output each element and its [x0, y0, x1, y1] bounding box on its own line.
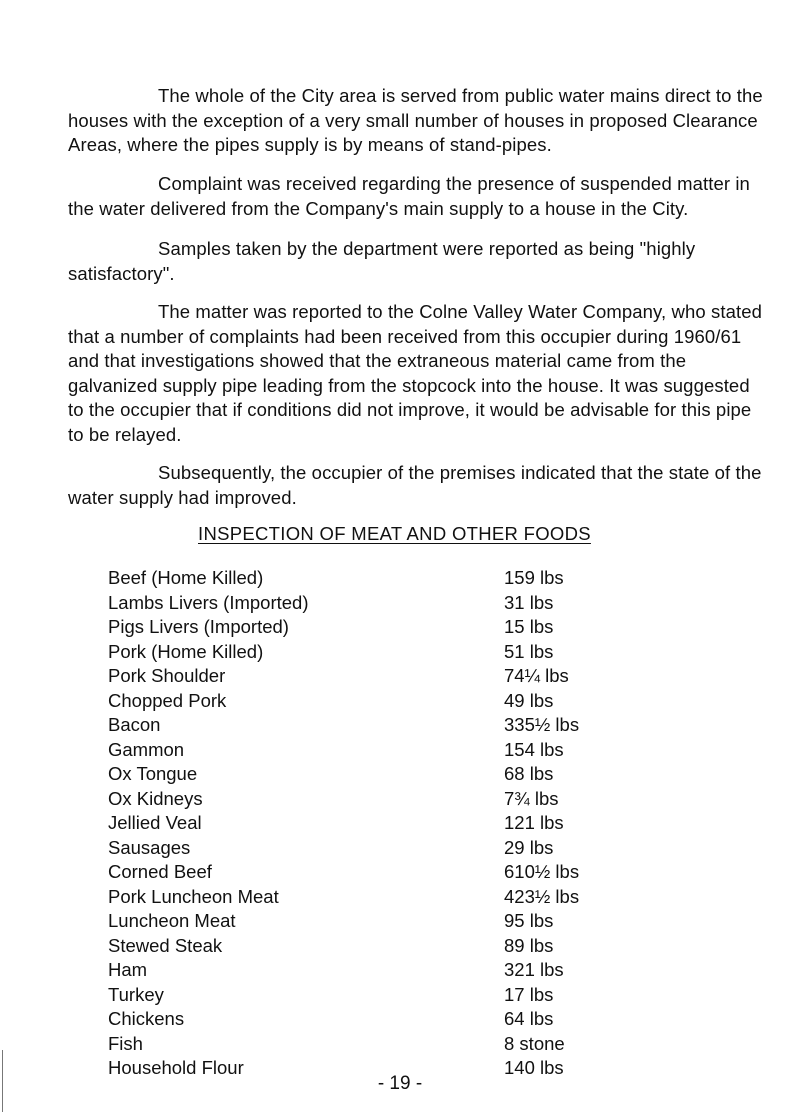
food-item-name: Chopped Pork: [108, 689, 227, 711]
paragraph-complaint: Complaint was received regarding the presence of suspended matter in the water delivered from the Company's main supply to a house in the City.: [68, 173, 750, 219]
food-item-quantity: 610½ lbs: [504, 861, 580, 882]
table-row: [108, 1032, 628, 1057]
food-item-name: Ham: [108, 959, 148, 980]
table-row: [108, 762, 628, 787]
food-item-quantity: 51 lbs: [504, 640, 554, 662]
food-item-quantity: 8 stone: [504, 1032, 565, 1054]
food-item-name: Lambs Livers (Imported): [108, 591, 309, 613]
table-row: [108, 591, 628, 616]
table-row: [108, 640, 628, 665]
paragraph-water-mains: The whole of the City area is served from public water mains direct to the houses with the exception of a very small number of houses in proposed Clearance Areas, where the pipes supply is by means of stand-pipes.: [68, 85, 763, 155]
food-item-name: Turkey: [108, 983, 164, 1005]
food-item-name: Ox Kidneys: [108, 787, 203, 809]
food-item-name: Pork Shoulder: [108, 665, 226, 686]
food-item-name: Ox Tongue: [108, 763, 198, 784]
food-item-name: Fish: [108, 1032, 143, 1054]
food-item-quantity: 95 lbs: [504, 910, 554, 931]
food-item-quantity: 335½ lbs: [504, 714, 580, 735]
food-item-quantity: 140 lbs: [504, 1057, 564, 1078]
food-item-name: Pork (Home Killed): [108, 640, 264, 662]
food-item-name: Jellied Veal: [108, 812, 202, 833]
table-row: [108, 713, 628, 738]
table-row: [108, 909, 628, 934]
table-row: [108, 983, 628, 1008]
food-item-quantity: 121 lbs: [504, 812, 564, 833]
table-row: [108, 836, 628, 861]
table-row: [108, 664, 628, 689]
paragraph-subsequently: Subsequently, the occupier of the premises indicated that the state of the water supply had improved.: [68, 462, 762, 508]
table-row: [108, 860, 628, 885]
food-item-name: Luncheon Meat: [108, 910, 236, 931]
page-number: - 19 -: [377, 1073, 423, 1094]
table-row: [108, 934, 628, 959]
food-item-name: Household Flour: [108, 1057, 244, 1078]
scan-edge-mark: [2, 1050, 3, 1112]
food-item-quantity: 154 lbs: [504, 738, 564, 760]
table-row: [108, 787, 628, 812]
food-item-name: Stewed Steak: [108, 934, 223, 956]
table-row: [108, 566, 628, 591]
food-item-name: Pork Luncheon Meat: [108, 885, 279, 907]
paragraph-colne-valley: The matter was reported to the Colne Valley Water Company, who stated that a number of complaints had been received from this occupier during 1960/61 and that investigations showed that the extraneous material came from the galvanized supply pipe leading from the stopcock into the house. It was suggested to the occupier that if conditions did not improve, it would be advisable for this pipe to be relayed.: [68, 301, 762, 445]
food-item-quantity: 64 lbs: [504, 1008, 554, 1029]
food-item-quantity: 159 lbs: [504, 567, 564, 588]
food-item-quantity: 7¾ lbs: [504, 787, 559, 809]
table-row: [108, 738, 628, 763]
food-item-quantity: 31 lbs: [504, 591, 554, 613]
food-item-name: Gammon: [108, 738, 185, 760]
food-item-quantity: 423½ lbs: [504, 885, 580, 907]
table-row: [108, 1007, 628, 1032]
table-row: [108, 958, 628, 983]
food-item-quantity: 68 lbs: [504, 763, 554, 784]
food-item-name: Corned Beef: [108, 861, 212, 882]
food-item-quantity: 15 lbs: [504, 616, 554, 637]
table-row: [108, 811, 628, 836]
food-item-quantity: 74¼ lbs: [504, 665, 569, 686]
food-item-quantity: 49 lbs: [504, 689, 554, 711]
food-item-name: Pigs Livers (Imported): [108, 616, 289, 637]
food-item-quantity: 89 lbs: [504, 934, 554, 956]
food-item-quantity: 321 lbs: [504, 959, 564, 980]
food-item-name: Beef (Home Killed): [108, 567, 264, 588]
table-row: [108, 885, 628, 910]
food-item-name: Bacon: [108, 714, 161, 735]
food-item-name: Chickens: [108, 1008, 185, 1029]
table-row: [108, 689, 628, 714]
paragraph-samples: Samples taken by the department were reported as being "highly satisfactory".: [68, 238, 696, 284]
table-row: [108, 615, 628, 640]
food-inspection-table: [108, 566, 628, 1081]
food-item-name: Sausages: [108, 836, 191, 858]
section-heading: INSPECTION OF MEAT AND OTHER FOODS: [198, 523, 591, 544]
food-item-quantity: 29 lbs: [504, 836, 554, 858]
food-item-quantity: 17 lbs: [504, 983, 554, 1005]
